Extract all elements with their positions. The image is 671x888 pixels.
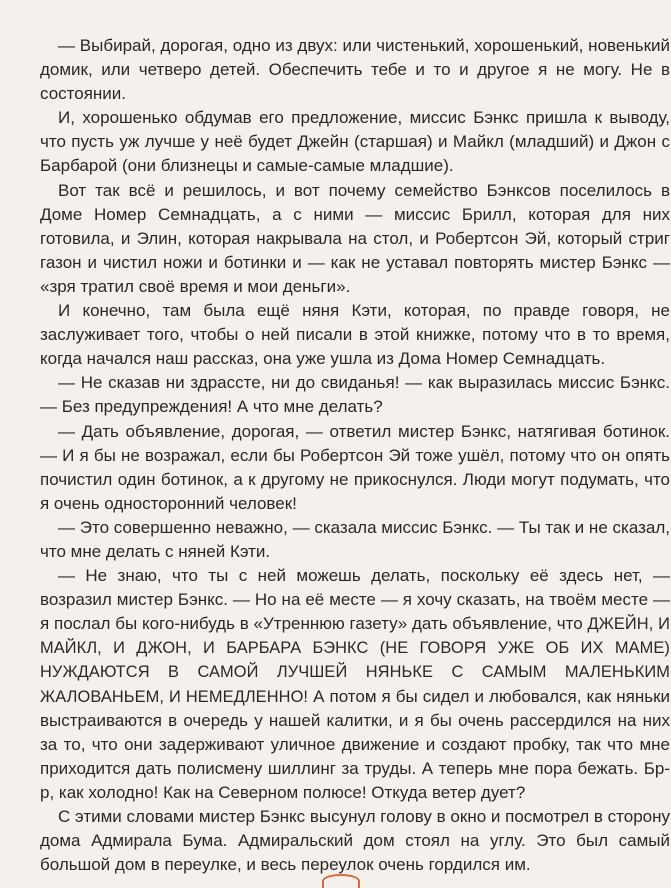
paragraph: — Выбирай, дорогая, одно из двух: или чистенький, хорошенький, новенький домик, или четверо детей. Обеспечить тебе и то и другое я не могу. Не в состоянии. — [40, 36, 670, 104]
page-number-ornament — [322, 874, 360, 888]
paragraph-lead: — Не знаю, что ты с ней можешь делать, поскольку её здесь нет, — возразил мистер Бэнкс. — Но на её месте — я хочу сказать, на твоём месте — я послал бы кого-нибудь в «Утреннюю газету» дать объявление, что — [40, 566, 670, 634]
paragraph: Вот так всё и решилось, и вот почему семейство Бэнксов поселилось в Доме Номер Семнадцать, а с ними — миссис Брилл, которая для них готовила, и Элин, которая накрывала на стол, и Робертсон Эй, который стриг газон и чистил ножи и ботинки и — как не уставал повторять мистер Бэнкс — «зря тратил своё время и мои деньги». — [40, 180, 670, 296]
paragraph-with-announcement — [40, 564, 670, 805]
book-page-text — [40, 34, 670, 877]
paragraph: И, хорошенько обдумав его предложение, миссис Бэнкс пришла к выводу, что пусть уж лучше у неё будет Джейн (старшая) и Майкл (младший) и Джон с Барбарой (они близнецы и самые-самые младшие). — [40, 108, 670, 176]
paragraph: — Не сказав ни здрассте, ни до свиданья! — как выразилась миссис Бэнкс. — Без предупреждения! А что мне делать? — [40, 373, 670, 417]
paragraph-tail: А потом я бы сидел и любовался, как няньки выстраиваются в очередь у нашей калитки, и я бы очень рассердился на них за то, что они задерживают уличное движение и создают пробку, так что мне приходится дать полисмену шиллинг за труды. А теперь мне пора бежать. Бр-р, как холодно! Как на Северном полюсе! Откуда ветер дует? — [40, 686, 670, 802]
paragraph: С этими словами мистер Бэнкс высунул голову в окно и посмотрел в сторону дома Адмирала Бума. Адмиральский дом стоял на углу. Это был самый большой дом в переулке, и весь переулок очень гордился им. — [40, 807, 670, 875]
announcement-caps-text: ДЖЕЙН, И МАЙКЛ, И ДЖОН, И БАРБАРА БЭНКС (НЕ ГОВОРЯ УЖЕ ОБ ИХ МАМЕ) НУЖДАЮТСЯ В САМОЙ ЛУЧШЕЙ НЯНЬКЕ С САМЫМ МАЛЕНЬКИМ ЖАЛОВАНЬЕМ, И НЕМЕДЛЕННО! — [40, 615, 670, 706]
paragraph: И конечно, там была ещё няня Кэти, которая, по правде говоря, не заслуживает того, чтобы о ней писали в этой книжке, потому что в то время, когда начался наш рассказ, она уже ушла из Дома Номер Семнадцать. — [40, 301, 670, 369]
paragraph: — Это совершенно неважно, — сказала миссис Бэнкс. — Ты так и не сказал, что мне делать с няней Кэти. — [40, 517, 670, 561]
paragraph: — Дать объявление, дорогая, — ответил мистер Бэнкс, натягивая ботинок. — И я бы не возражал, если бы Робертсон Эй тоже ушёл, потому что он опять почистил один ботинок, а к другому не прикоснулся. Люди могут подумать, что я очень односторонний человек! — [40, 421, 670, 513]
